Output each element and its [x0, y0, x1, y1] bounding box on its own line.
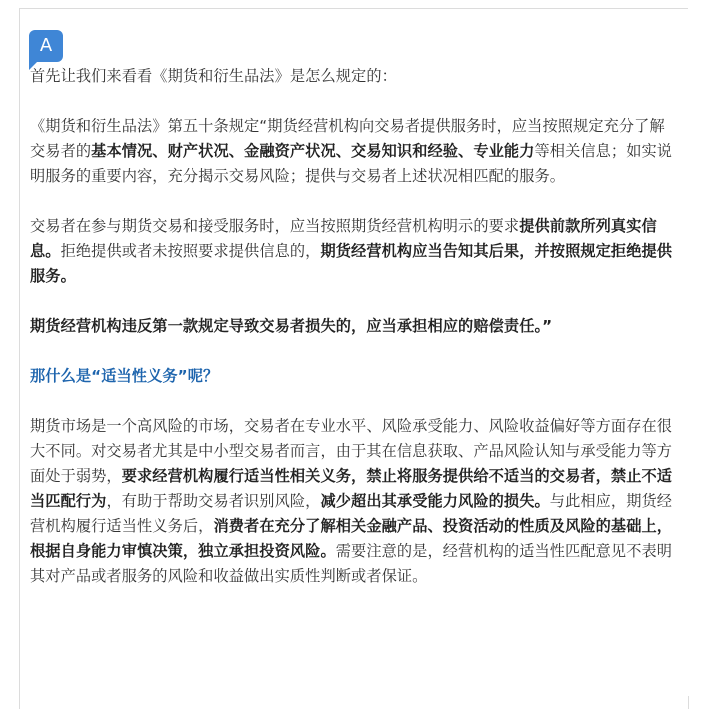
- bold-span: 减少超出其承受能力风险的损失。: [320, 492, 550, 510]
- bold-span: 消费者在充分了解相关金融产品、投资活动的性质及风险的基础上，根据自身能力审慎决策，独立承担投资风险。: [30, 517, 673, 560]
- bold-span: 期货经营机构违反第一款规定导致交易者损失的，应当承担相应的赔偿责任。”: [30, 317, 553, 335]
- text-span: 拒绝提供或者未按照要求提供信息的，: [60, 242, 321, 260]
- bold-span: 基本情况、财产状况、金融资产状况、交易知识和经验、专业能力: [91, 142, 535, 160]
- intro-paragraph: 首先让我们来看看《期货和衍生品法》是怎么规定的：: [30, 67, 397, 85]
- answer-badge: A: [29, 30, 63, 62]
- law-article-paragraph: [30, 114, 678, 189]
- answer-content: [30, 64, 678, 589]
- text-span: 需要注意的是，经营机构的适当性匹配意见不表明其对产品或者服务的风险和收益做出实质性判断或者保证。: [30, 542, 673, 585]
- scrollbar-track[interactable]: [688, 8, 706, 696]
- bold-span: 要求经营机构履行适当性相关义务，禁止将服务提供给不适当的交易者，禁止不适当匹配行为: [30, 467, 673, 510]
- text-span: ，有助于帮助交易者识别风险，: [106, 492, 321, 510]
- text-span: 交易者在参与期货交易和接受服务时，应当按照期货经营机构明示的要求: [30, 217, 520, 235]
- text-span: 《期货和衍生品法》第五十条规定“期货经营机构向交易者提供服务时，应当按照规定充分了解交易者的: [30, 117, 665, 160]
- text-span: 期货市场是一个高风险的市场，交易者在专业水平、风险承受能力、风险收益偏好等方面存在很大不同。对交易者尤其是中小型交易者而言，由于其在信息获取、产品风险认知与承受能力等方面处于弱势，: [30, 417, 673, 485]
- bold-span: 提供前款所列真实信息。: [30, 217, 657, 260]
- bold-span: 期货经营机构应当告知其后果，并按照规定拒绝提供服务。: [30, 242, 673, 285]
- explanation-paragraph: [30, 414, 678, 589]
- text-span: 等相关信息；如实说明服务的重要内容，充分揭示交易风险；提供与交易者上述状况相匹配的服务。: [30, 142, 673, 185]
- section-heading: 那什么是“适当性义务”呢？: [30, 367, 219, 385]
- info-provision-paragraph: [30, 214, 678, 289]
- liability-paragraph: [30, 314, 678, 339]
- text-span: 与此相应，期货经营机构履行适当性义务后，: [30, 492, 673, 535]
